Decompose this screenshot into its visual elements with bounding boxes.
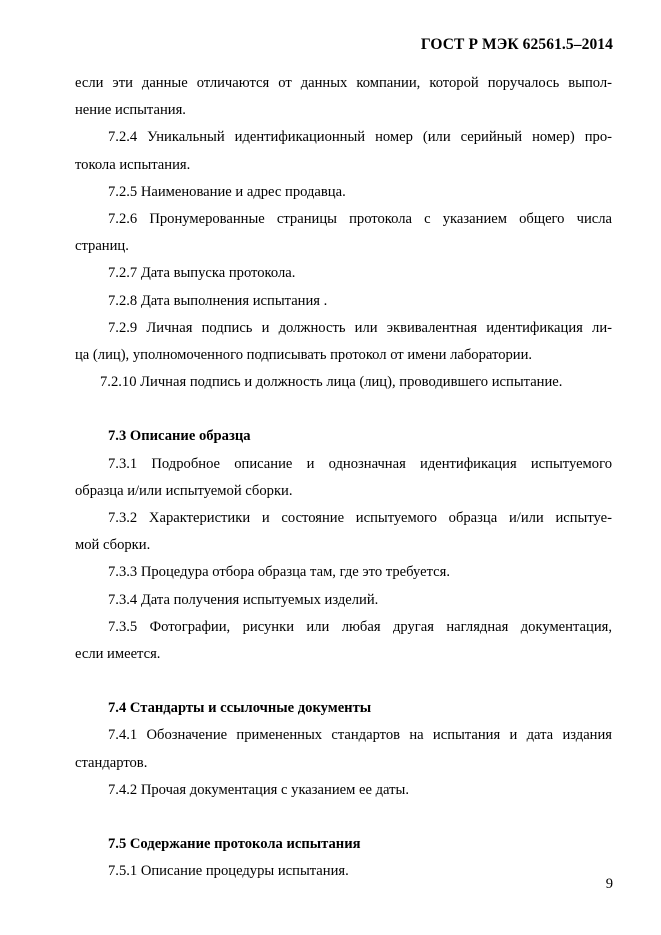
text-line: 7.3.4 Дата получения испытуемых изделий. — [108, 591, 379, 608]
paragraph-7-4-1 — [75, 722, 612, 776]
text-line: страниц. — [75, 238, 129, 255]
paragraph-7-2-5 — [75, 179, 612, 206]
section-spacer — [75, 804, 612, 831]
text-line: стандартов. — [75, 754, 148, 771]
section-heading-7-5: 7.5 Содержание протокола испытания — [108, 836, 361, 853]
document-body — [75, 70, 612, 885]
text-line: 7.3.1 Подробное описание и однозначная идентификация испытуемого — [108, 455, 612, 472]
paragraph-7-3-5 — [75, 614, 612, 668]
paragraph-continuation — [75, 70, 612, 124]
paragraph-7-3-3 — [75, 559, 612, 586]
text-line: нение испытания. — [75, 102, 186, 119]
text-line: 7.4.1 Обозначение примененных стандартов на испытания и дата издания — [108, 727, 612, 744]
text-line: токола испытания. — [75, 156, 191, 173]
paragraph-7-5-1 — [75, 858, 612, 885]
text-line: 7.2.5 Наименование и адрес продавца. — [108, 183, 346, 200]
text-line: 7.2.9 Личная подпись и должность или эквивалентная идентификация ли- — [108, 319, 612, 336]
text-line: 7.2.7 Дата выпуска протокола. — [108, 265, 296, 282]
paragraph-7-2-7 — [75, 260, 612, 287]
paragraph-7-2-6 — [75, 206, 612, 260]
text-line: ца (лиц), уполномоченного подписывать протокол от имени лаборатории. — [75, 347, 533, 364]
paragraph-7-2-4 — [75, 124, 612, 178]
paragraph-7-2-9 — [75, 315, 612, 369]
text-line: 7.4.2 Прочая документация с указанием ее даты. — [108, 781, 409, 798]
text-line: если эти данные отличаются от данных компании, которой поручалось выпол- — [75, 75, 612, 91]
text-line: мой сборки. — [75, 537, 151, 554]
paragraph-7-3-4 — [75, 587, 612, 614]
text-line: 7.3.3 Процедура отбора образца там, где это требуется. — [108, 564, 450, 581]
document-code-header: ГОСТ Р МЭК 62561.5–2014 — [420, 36, 613, 53]
section-heading-7-4: 7.4 Стандарты и ссылочные документы — [108, 700, 372, 717]
page-number: 9 — [605, 876, 613, 892]
section-heading-7-3: 7.3 Описание образца — [108, 428, 251, 445]
text-line: 7.3.5 Фотографии, рисунки или любая другая наглядная документация, — [108, 618, 612, 635]
text-line: если имеется. — [75, 646, 161, 663]
section-spacer — [75, 396, 612, 423]
paragraph-7-4-2 — [75, 777, 612, 804]
text-line: 7.2.10 Личная подпись и должность лица (лиц), проводившего испытание. — [100, 374, 563, 391]
text-line: 7.3.2 Характеристики и состояние испытуемого образца и/или испытуе- — [108, 510, 612, 527]
text-line: 7.5.1 Описание процедуры испытания. — [108, 863, 349, 880]
text-line: 7.2.8 Дата выполнения испытания . — [108, 292, 328, 309]
text-line: образца и/или испытуемой сборки. — [75, 482, 293, 499]
paragraph-7-3-1 — [75, 451, 612, 505]
paragraph-7-2-10 — [75, 369, 612, 396]
text-line: 7.2.6 Пронумерованные страницы протокола с указанием общего числа — [108, 211, 612, 228]
paragraph-7-2-8 — [75, 288, 612, 315]
section-spacer — [75, 668, 612, 695]
paragraph-7-3-2 — [75, 505, 612, 559]
text-line: 7.2.4 Уникальный идентификационный номер (или серийный номер) про- — [108, 129, 612, 146]
